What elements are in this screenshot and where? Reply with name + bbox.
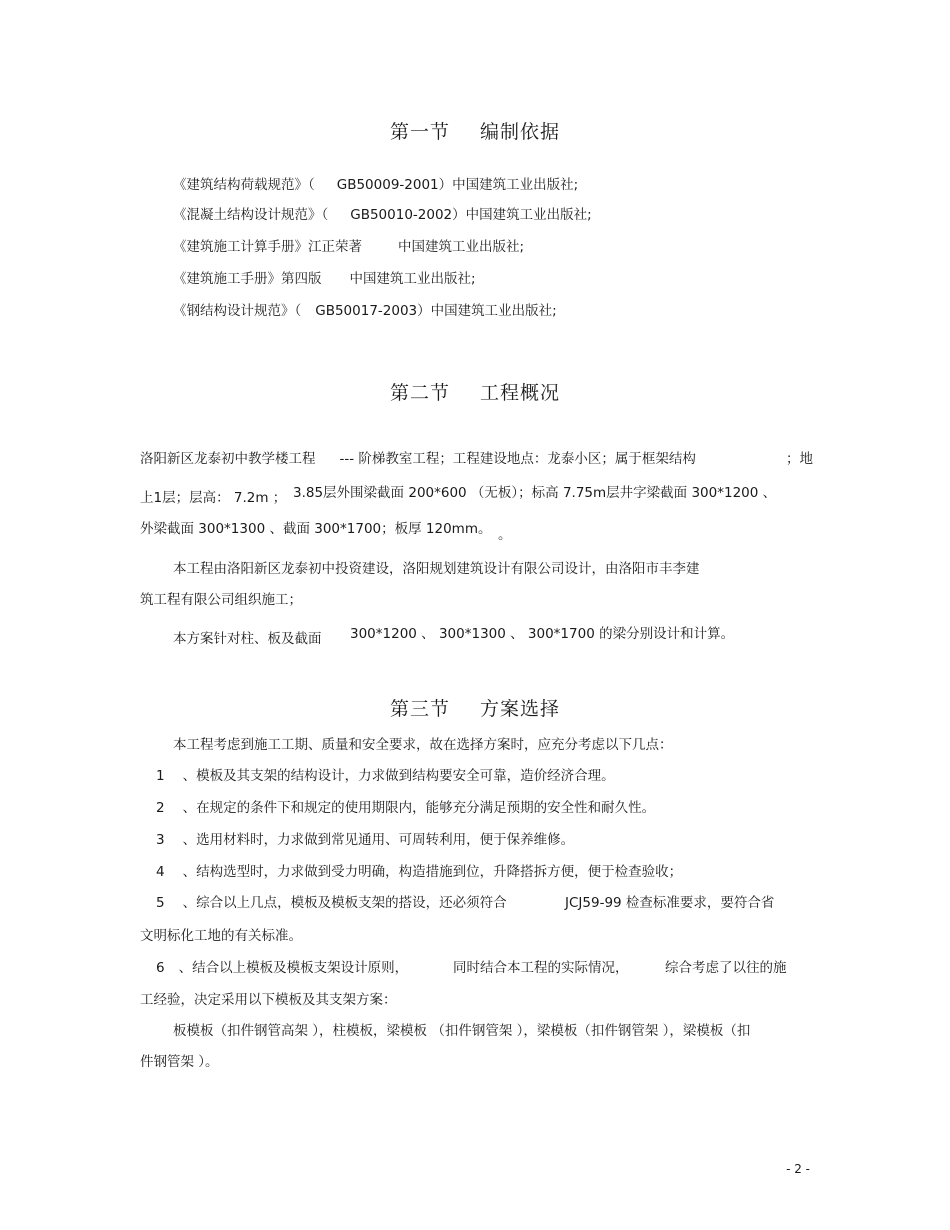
overview-text: 300*1200 、 300*1300 、 300*1700 的梁分别设计和计算。 bbox=[350, 626, 735, 642]
overview-line bbox=[293, 484, 776, 502]
scheme-text: 本工程考虑到施工工期、质量和安全要求，故在选择方案时，应充分考虑以下几点： bbox=[173, 737, 673, 753]
reference-title: 《混凝土结构设计规范》（ bbox=[173, 207, 329, 223]
scheme-item-cont bbox=[140, 927, 302, 945]
overview-line bbox=[498, 526, 512, 544]
overview-paragraph-2 bbox=[173, 560, 700, 578]
overview-paragraph-3 bbox=[350, 625, 734, 643]
reference-item bbox=[173, 302, 557, 320]
reference-item bbox=[173, 238, 524, 256]
item-number: 1 bbox=[156, 768, 165, 784]
reference-publisher: GB50009-2001）中国建筑工业出版社; bbox=[336, 177, 579, 193]
overview-text: 筑工程有限公司组织施工； bbox=[140, 592, 302, 608]
section-heading-2 bbox=[0, 378, 950, 405]
reference-item bbox=[173, 176, 578, 194]
overview-paragraph-2 bbox=[140, 591, 302, 609]
overview-text: 洛阳新区龙泰初中教学楼工程 bbox=[140, 451, 316, 467]
scheme-item-cont bbox=[665, 959, 787, 977]
scheme-item bbox=[156, 894, 507, 912]
scheme-item bbox=[156, 799, 655, 817]
section-number: 第二节 bbox=[389, 382, 450, 404]
item-text: 、结合以上模板及模板支架设计原则， bbox=[178, 960, 409, 976]
overview-text: 本方案针对柱、板及截面 bbox=[173, 631, 322, 647]
item-text: 、在规定的条件下和规定的使用期限内，能够充分满足预期的安全性和耐久性。 bbox=[182, 800, 656, 816]
section-title: 工程概况 bbox=[480, 382, 561, 404]
item-text: 文明标化工地的有关标准。 bbox=[140, 928, 302, 944]
overview-text: 。 bbox=[498, 527, 512, 543]
reference-title: 《钢结构设计规范》（ bbox=[173, 303, 302, 319]
scheme-item-cont bbox=[453, 959, 629, 977]
scheme-item-cont bbox=[565, 894, 774, 912]
scheme-item bbox=[156, 863, 682, 881]
item-number: 2 bbox=[156, 800, 165, 816]
scheme-final bbox=[173, 1022, 750, 1040]
scheme-intro bbox=[173, 736, 673, 754]
reference-item bbox=[173, 270, 476, 288]
overview-text: 3.85层外围梁截面 200*600 （无板）；标高 7.75m层井字梁截面 300*1200 、 bbox=[293, 485, 777, 501]
overview-text: 本工程由洛阳新区龙泰初中投资建设，洛阳规划建筑设计有限公司设计，由洛阳市丰李建 bbox=[173, 561, 700, 577]
overview-paragraph-3 bbox=[173, 630, 322, 648]
overview-text: 上1层；层高： 7.2m ； bbox=[140, 490, 287, 506]
item-text: 工经验，决定采用以下模板及其支架方案： bbox=[140, 992, 397, 1008]
item-text: 综合考虑了以往的施 bbox=[665, 960, 787, 976]
overview-line bbox=[140, 489, 286, 507]
reference-title: 《建筑施工计算手册》江正荣著 bbox=[173, 239, 362, 255]
scheme-final bbox=[140, 1053, 219, 1071]
item-text: 、模板及其支架的结构设计，力求做到结构要安全可靠，造价经济合理。 bbox=[182, 768, 615, 784]
overview-text: 外梁截面 300*1300 、截面 300*1700；板厚 120mm。 bbox=[140, 521, 492, 537]
reference-publisher: GB50010-2002）中国建筑工业出版社; bbox=[350, 207, 592, 223]
reference-title: 《建筑结构荷载规范》（ bbox=[173, 177, 315, 193]
item-number: 4 bbox=[156, 864, 165, 880]
scheme-text: 件钢管架 ）。 bbox=[140, 1054, 219, 1070]
reference-publisher: 中国建筑工业出版社; bbox=[398, 239, 525, 255]
item-text: 、选用材料时，力求做到常见通用、可周转利用，便于保养维修。 bbox=[182, 832, 575, 848]
scheme-item bbox=[156, 959, 408, 977]
reference-publisher: 中国建筑工业出版社; bbox=[349, 271, 476, 287]
scheme-text: 板模板（扣件钢管高架 ），柱模板，梁模板 （扣件钢管架 ），梁模板（扣件钢管架 ），梁模板（扣 bbox=[173, 1023, 751, 1039]
page-number: - 2 - bbox=[786, 1162, 810, 1176]
scheme-item-cont bbox=[140, 991, 397, 1009]
reference-publisher: GB50017-2003）中国建筑工业出版社; bbox=[315, 303, 557, 319]
item-number: 5 bbox=[156, 895, 165, 911]
item-text: 同时结合本工程的实际情况， bbox=[453, 960, 629, 976]
item-text: 、结构选型时，力求做到受力明确，构造措施到位，升降搭拆方便，便于检查验收； bbox=[182, 864, 683, 880]
scheme-item bbox=[156, 767, 615, 785]
overview-line bbox=[140, 520, 491, 538]
overview-text: ；地 bbox=[786, 451, 813, 467]
section-title: 编制依据 bbox=[480, 121, 561, 143]
reference-item bbox=[173, 206, 592, 224]
item-text: JCJ59-99 检查标准要求，要符合省 bbox=[565, 895, 775, 911]
reference-title: 《建筑施工手册》第四版 bbox=[173, 271, 322, 287]
overview-line-end bbox=[786, 450, 813, 468]
section-heading-1 bbox=[0, 117, 950, 144]
section-title: 方案选择 bbox=[480, 698, 561, 720]
item-number: 6 bbox=[156, 960, 165, 976]
overview-text: --- 阶梯教室工程；工程建设地点：龙泰小区；属于框架结构 bbox=[339, 451, 696, 467]
overview-line bbox=[140, 450, 696, 468]
scheme-item bbox=[156, 831, 574, 849]
section-number: 第三节 bbox=[389, 698, 450, 720]
item-text: 、综合以上几点，模板及模板支架的搭设，还必须符合 bbox=[182, 895, 507, 911]
section-number: 第一节 bbox=[389, 121, 450, 143]
item-number: 3 bbox=[156, 832, 165, 848]
section-heading-3 bbox=[0, 694, 950, 721]
